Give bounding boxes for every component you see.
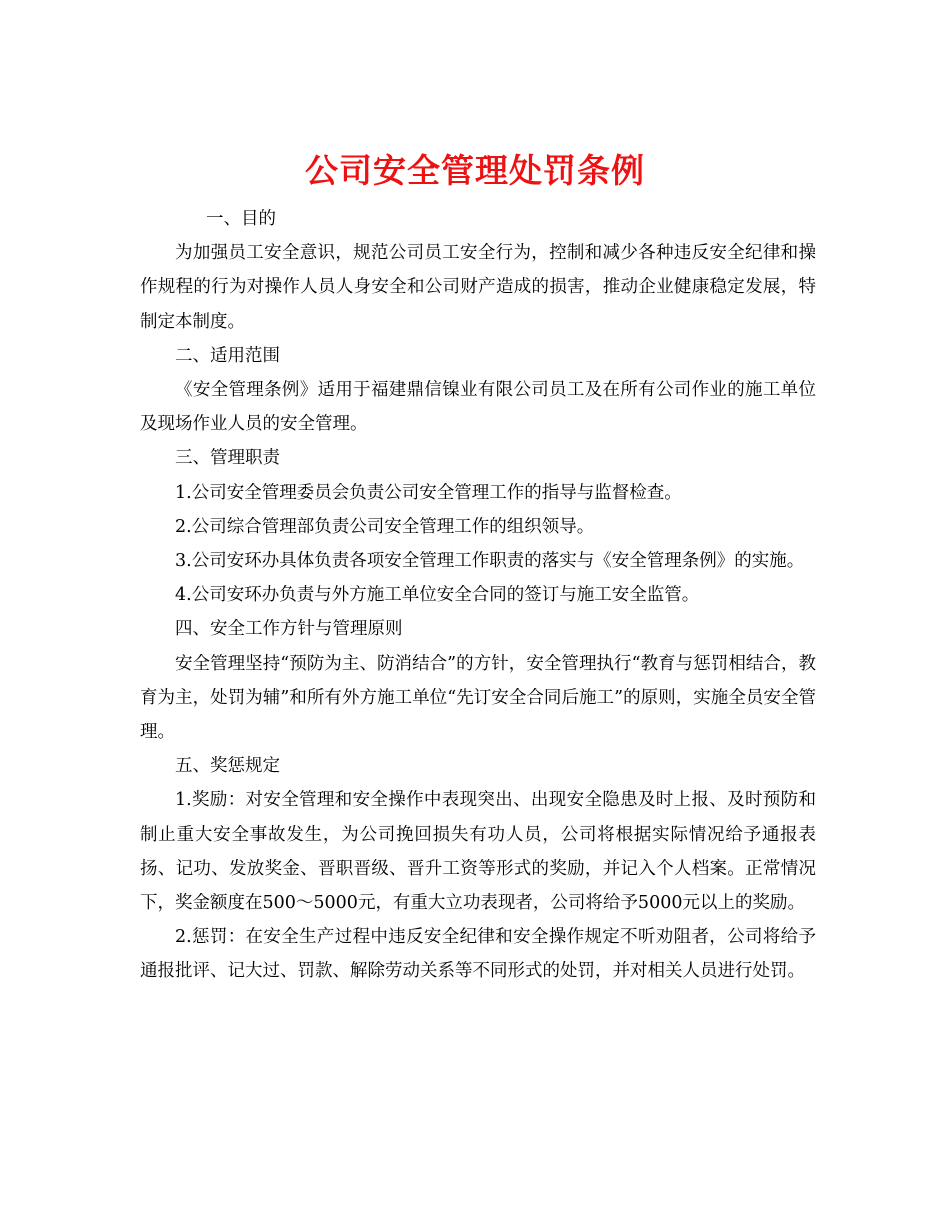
section-heading-rewards-penalties: 五、奖惩规定 bbox=[175, 756, 280, 777]
document-body bbox=[140, 202, 816, 989]
paragraph-responsibility-3: 3.公司安环办具体负责各项安全管理工作职责的落实与《安全管理条例》的实施。 bbox=[175, 551, 805, 572]
section-heading-purpose: 一、目的 bbox=[206, 209, 276, 229]
document-title: 公司安全管理处罚条例 bbox=[305, 151, 645, 191]
section-heading-responsibilities: 三、管理职责 bbox=[175, 448, 280, 469]
paragraph-responsibility-1: 1.公司安全管理委员会负责公司安全管理工作的指导与监督检查。 bbox=[175, 482, 682, 503]
paragraph-penalties: 2.惩罚：在安全生产过程中违反安全纪律和安全操作规定不听劝阻者，公司将给予通报批评、记大过、罚款、解除劳动关系等不同形式的处罚，并对相关人员进行处罚。 bbox=[140, 927, 816, 982]
paragraph-purpose: 为加强员工安全意识，规范公司员工安全行为，控制和减少各种违反安全纪律和操作规程的行为对操作人员人身安全和公司财产造成的损害，推动企业健康稳定发展，特制定本制度。 bbox=[140, 243, 816, 332]
paragraph-responsibility-2: 2.公司综合管理部负责公司安全管理工作的组织领导。 bbox=[175, 516, 595, 537]
section-heading-principles: 四、安全工作方针与管理原则 bbox=[175, 619, 403, 640]
paragraph-scope: 《安全管理条例》适用于福建鼎信镍业有限公司员工及在所有公司作业的施工单位及现场作业人员的安全管理。 bbox=[140, 380, 816, 435]
paragraph-rewards: 1.奖励：对安全管理和安全操作中表现突出、出现安全隐患及时上报、及时预防和制止重大安全事故发生，为公司挽回损失有功人员，公司将根据实际情况给予通报表扬、记功、发放奖金、晋职晋级、晋升工资等形式的奖励，并记入个人档案。正常情况下，奖金额度在500～5000元，有重大立功表现者，公司将给予5000元以上的奖励。 bbox=[140, 790, 816, 914]
section-heading-scope: 二、适用范围 bbox=[175, 345, 280, 366]
paragraph-principles: 安全管理坚持“预防为主、防消结合”的方针，安全管理执行“教育与惩罚相结合，教育为主，处罚为辅”和所有外方施工单位“先订安全合同后施工”的原则，实施全员安全管理。 bbox=[140, 653, 816, 743]
paragraph-responsibility-4: 4.公司安环办负责与外方施工单位安全合同的签订与施工安全监管。 bbox=[175, 585, 700, 606]
